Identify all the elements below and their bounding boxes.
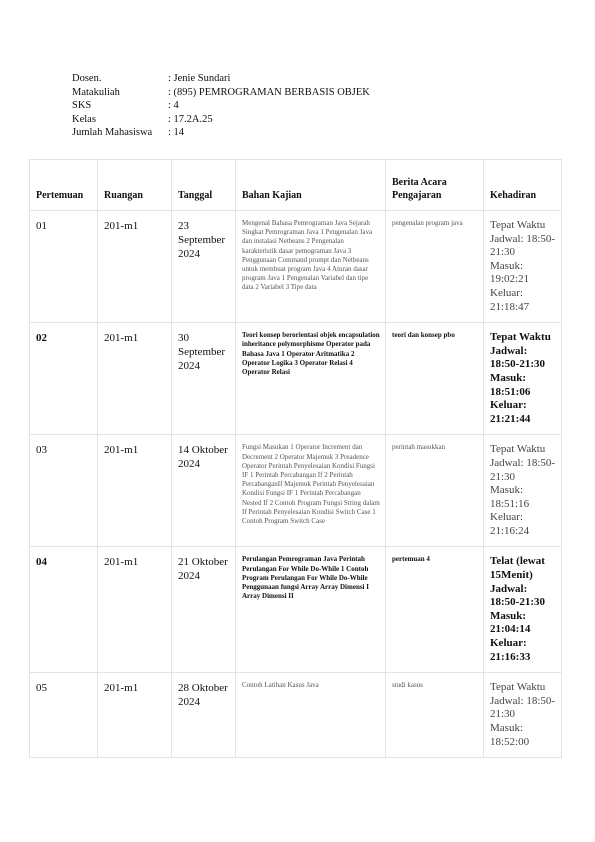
- info-row-kelas: [72, 113, 370, 127]
- attendance-jadwal: Jadwal: 18:50-21:30: [490, 232, 556, 259]
- cell-berita-acara: studi kasus: [386, 673, 484, 758]
- cell-berita-acara: pertemuan 4: [386, 547, 484, 673]
- info-label: Jumlah Mahasiswa: [72, 127, 153, 138]
- cell-pertemuan: 01: [30, 211, 98, 323]
- attendance-jadwal: Jadwal: 18:50-21:30: [490, 456, 556, 483]
- cell-ruangan: 201-m1: [98, 547, 172, 673]
- cell-kehadiran: [484, 547, 562, 673]
- attendance-status: Telat (lewat 15Menit): [490, 555, 545, 582]
- info-value: : 14: [168, 127, 185, 138]
- info-value: : 17.2A.25: [168, 113, 213, 125]
- cell-berita-acara: perintah masukkan: [386, 435, 484, 547]
- cell-pertemuan: 03: [30, 435, 98, 547]
- attendance-status: Tepat Waktu: [490, 331, 551, 344]
- attendance-keluar: Keluar: 21:16:24: [490, 511, 530, 537]
- cell-ruangan: 201-m1: [98, 435, 172, 547]
- cell-ruangan: 201-m1: [98, 673, 172, 758]
- cell-ruangan: 201-m1: [98, 323, 172, 435]
- course-info: [72, 72, 370, 140]
- info-row-matakuliah: [72, 86, 370, 100]
- cell-kehadiran: [484, 211, 562, 323]
- table-row: [30, 211, 562, 323]
- cell-tanggal: 28 Oktober 2024: [172, 673, 236, 758]
- cell-tanggal: 23 September 2024: [172, 211, 236, 323]
- info-label: SKS: [72, 100, 92, 111]
- cell-tanggal: 14 Oktober 2024: [172, 435, 236, 547]
- cell-kehadiran: [484, 323, 562, 435]
- cell-tanggal: 21 Oktober 2024: [172, 547, 236, 673]
- attendance-keluar: Keluar: 21:21:44: [490, 399, 531, 425]
- header-bahan-kajian: Bahan Kajian: [236, 160, 386, 211]
- attendance-masuk: Masuk: 21:04:14: [490, 609, 531, 636]
- attendance-jadwal: Jadwal: 18:50-21:30: [490, 344, 545, 371]
- cell-ruangan: 201-m1: [98, 211, 172, 323]
- table-header-row: [30, 160, 562, 211]
- cell-bahan-kajian: Perulangan Pemrograman Java Perintah Perulangan For While Do-While 1 Contoh Program Perulangan For While Do-While Penggunaan fungsi Array Array Dimensi I Array Dimensi II: [236, 547, 386, 673]
- table-row: [30, 673, 562, 758]
- table-row: [30, 547, 562, 673]
- info-value: : Jenie Sundari: [168, 73, 231, 84]
- cell-berita-acara: teori dan konsep pbo: [386, 323, 484, 435]
- attendance-status: Tepat Waktu: [490, 681, 546, 694]
- cell-tanggal: 30 September 2024: [172, 323, 236, 435]
- info-row-dosen: [72, 72, 370, 86]
- attendance-status: Tepat Waktu: [490, 443, 546, 456]
- header-kehadiran: Kehadiran: [484, 160, 562, 211]
- cell-berita-acara: pengenalan program java: [386, 211, 484, 323]
- header-pertemuan: Pertemuan: [30, 160, 98, 211]
- info-label: Kelas: [72, 113, 96, 125]
- cell-bahan-kajian: Teori konsep berorientasi objek encapsulation inheritance polymorphisme Operator pada Bahasa Java 1 Operator Aritmatika 2 Operator Logika 3 Operator Relasi 4 Operator Relasi: [236, 323, 386, 435]
- attendance-keluar: Keluar: 21:18:47: [490, 286, 530, 313]
- info-label: Dosen.: [72, 73, 102, 84]
- info-row-sks: [72, 99, 370, 113]
- attendance-keluar: Keluar: 21:16:33: [490, 637, 531, 663]
- attendance-jadwal: Jadwal: 18:50-21:30: [490, 582, 545, 609]
- attendance-jadwal: Jadwal: 18:50-21:30: [490, 694, 556, 721]
- cell-bahan-kajian: Mengenal Bahasa Pemrograman Java Sejarah Singkat Pemrograman Java 1 Pengenalan Java dan instalasi Netbeans 2 Pengenalan karakteristik dasar pemograman Java 3 Penggunaan Command prompt dan Netbeans untuk membuat program Java 4 Aturan dasar program Java 1 Pengenalan Variabel dan tipe data 2 Variabel 3 Tipe data: [236, 211, 386, 323]
- attendance-masuk: Masuk: 18:51:06: [490, 371, 531, 398]
- table-row: [30, 323, 562, 435]
- cell-kehadiran: [484, 673, 562, 758]
- header-ruangan: Ruangan: [98, 160, 172, 211]
- info-value: : (895) PEMROGRAMAN BERBASIS OBJEK: [168, 86, 370, 98]
- table-row: [30, 435, 562, 547]
- cell-bahan-kajian: Contoh Latihan Kasus Java: [236, 673, 386, 758]
- header-berita-acara: Berita Acara Pengajaran: [386, 160, 484, 211]
- cell-pertemuan: 02: [30, 323, 98, 435]
- attendance-masuk: Masuk: 18:51:16: [490, 484, 530, 510]
- cell-pertemuan: 05: [30, 673, 98, 758]
- attendance-masuk: Masuk: 18:52:00: [490, 722, 530, 748]
- info-row-jumlah-mahasiswa: [72, 126, 370, 140]
- attendance-status: Tepat Waktu: [490, 219, 546, 231]
- info-label: Matakuliah: [72, 86, 120, 98]
- info-value: : 4: [168, 100, 179, 111]
- header-tanggal: Tanggal: [172, 160, 236, 211]
- cell-kehadiran: [484, 435, 562, 547]
- cell-pertemuan: 04: [30, 547, 98, 673]
- attendance-masuk: Masuk: 19:02:21: [490, 259, 530, 286]
- cell-bahan-kajian: Fungsi Masukan 1 Operator Increment dan Decrement 2 Operator Majemuk 3 Preadence Operator Perintah Penyelesaian Kondisi Fungsi IF 1 Perintah Percabangan If 2 Perintah PercabanganIf Majemuk Perintah Penyelesaian Kondisi Fungsi IF 1 Perintah Percabangan Nested If 2 Contoh Program Fungsi String dalam If Perintah Penyelesaian Kondisi Switch Case 1 Contoh Program Switch Case: [236, 435, 386, 547]
- attendance-table: [29, 159, 562, 758]
